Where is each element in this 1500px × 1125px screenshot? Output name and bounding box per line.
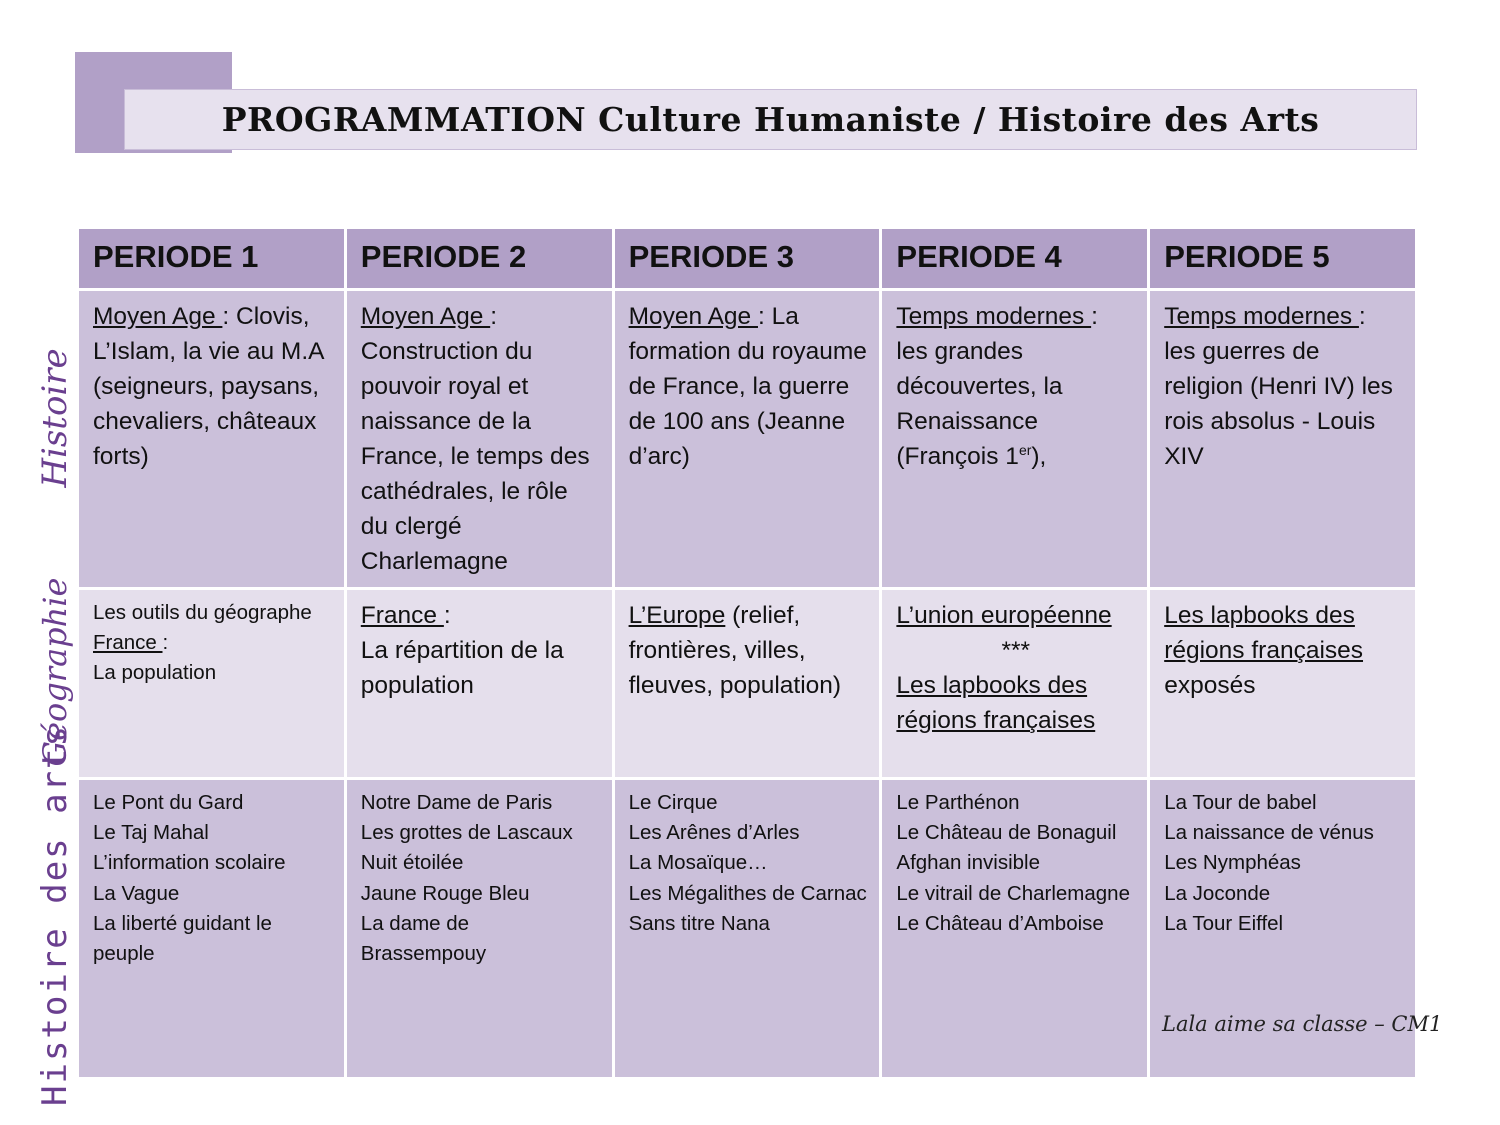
header-periode-1: PERIODE 1 [78,228,346,290]
list-item: La Vague [93,881,180,905]
histoire-cell-p4: Temps modernes : les grandes découvertes, la Renaissance (François 1er), [881,290,1149,589]
list-item: La naissance de vénus [1164,821,1374,845]
histoire-row [78,290,1417,589]
histoire-cell-p3: Moyen Age : La formation du royaume de France, la guerre de 100 ans (Jeanne d’arc) [613,290,881,589]
list-item: Le Taj Mahal [93,821,209,845]
list-item: Afghan invisible [896,851,1040,875]
list-item: Le Château de Bonaguil [896,821,1117,845]
arts-cell-p3 [613,779,881,1079]
arts-cell-p4 [881,779,1149,1079]
list-item: La liberté guidant le peuple [93,911,272,966]
histoire-cell-p1: Moyen Age : Clovis, L’Islam, la vie au M.A (seigneurs, paysans, chevaliers, châteaux forts) [78,290,346,589]
list-item: La Mosaïque… [628,851,768,875]
list-item: Le vitrail de Charlemagne [896,881,1130,905]
list-item: La Joconde [1164,881,1271,905]
credit-signature: Lala aime sa classe – CM1 [1162,1012,1443,1036]
arts-cell-p2 [345,779,613,1079]
list-item: Le Parthénon [896,791,1020,814]
list-item: Le Château d’Amboise [896,911,1104,935]
histoire-cell-p5: Temps modernes : les guerres de religion (Henri IV) les rois absolus - Louis XIV [1149,290,1417,589]
header-row [78,228,1417,290]
page-title: PROGRAMMATION Culture Humaniste / Histoire des Arts [221,100,1320,139]
geographie-cell-p3: L’Europe (relief, frontières, villes, fleuves, population) [613,589,881,779]
geographie-cell-p5: Les lapbooks des régions françaises exposés [1149,589,1417,779]
list-item: Les Mégalithes de Carnac [628,881,867,905]
geographie-cell-p2: France : La répartition de la population [345,589,613,779]
list-item: Les grottes de Lascaux [360,821,573,845]
list-item: Le Pont du Gard [93,791,244,814]
list-item: Jaune Rouge Bleu [360,881,530,905]
header-periode-4: PERIODE 4 [881,228,1149,290]
header-periode-2: PERIODE 2 [345,228,613,290]
histoire-cell-p2: Moyen Age : Construction du pouvoir royal et naissance de la France, le temps des cathédrales, le rôle du clergé Charlemagne [345,290,613,589]
list-item: Les Nymphéas [1164,851,1301,875]
programmation-table [76,226,1418,1080]
list-item: Nuit étoilée [360,851,464,875]
geographie-cell-p4: L’union européenne *** Les lapbooks des régions françaises [881,589,1149,779]
geographie-row [78,589,1417,779]
list-item: La Tour Eiffel [1164,911,1284,935]
header-periode-5: PERIODE 5 [1149,228,1417,290]
header-periode-3: PERIODE 3 [613,228,881,290]
list-item: La dame de Brassempouy [360,911,487,966]
list-item: Notre Dame de Paris [360,791,553,814]
list-item: L’information scolaire [93,851,286,875]
list-item: Sans titre Nana [628,911,770,935]
list-item: La Tour de babel [1164,791,1317,814]
list-item: Le Cirque [628,791,718,814]
list-item: Les Arênes d’Arles [628,821,800,845]
arts-cell-p1 [78,779,346,1079]
geographie-cell-p1: Les outils du géographe France : La population [78,589,346,779]
page-title-box [124,89,1417,150]
